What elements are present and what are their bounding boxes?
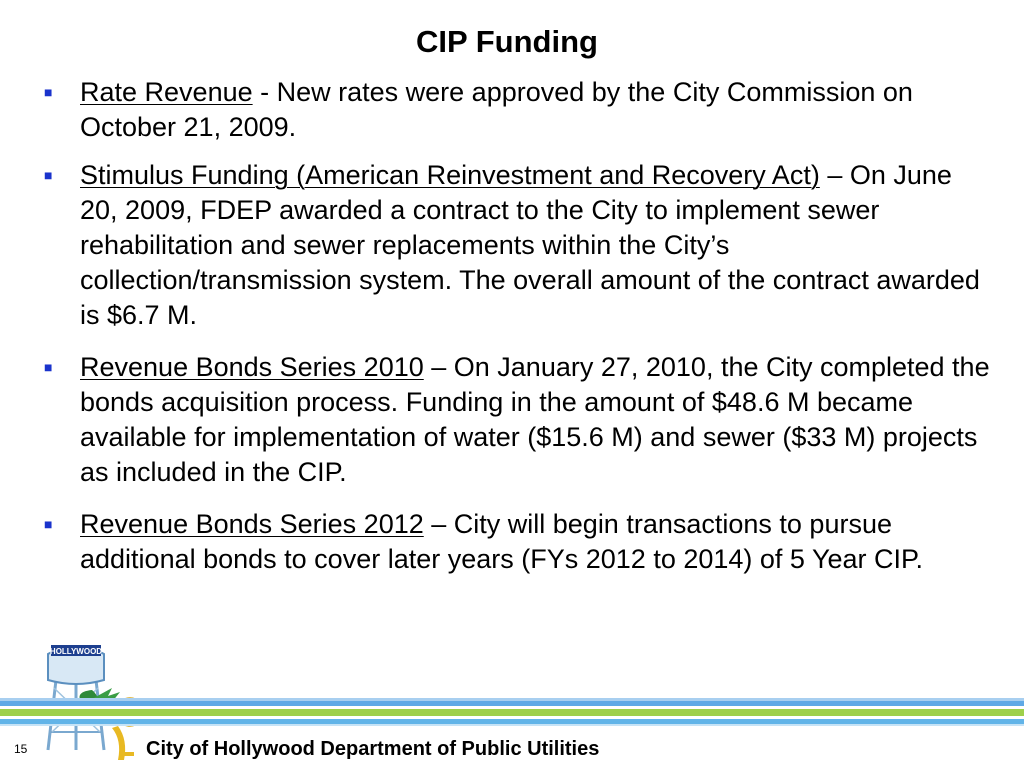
bullet-body: - New rates were approved by the City Commission on October 21, 2009.	[80, 77, 913, 142]
square-bullet-icon: ■	[44, 167, 53, 183]
bullet-revenue-bonds-2012	[44, 507, 994, 577]
bullet-heading: Revenue Bonds Series 2012	[80, 509, 424, 539]
square-bullet-icon: ■	[44, 359, 53, 375]
bullet-revenue-bonds-2010	[44, 350, 994, 490]
bullet-body: – City will begin transactions to pursue additional bonds to cover later years (FYs 2012 to 2014) of 5 Year CIP.	[80, 509, 924, 574]
bullet-heading: Revenue Bonds Series 2010	[80, 352, 424, 382]
square-bullet-icon: ■	[44, 516, 53, 532]
square-bullet-icon: ■	[44, 84, 53, 100]
bullet-heading: Stimulus Funding (American Reinvestment and Recovery Act)	[80, 160, 820, 190]
page-number: 15	[14, 742, 28, 756]
logo-label: HOLLYWOOD	[49, 647, 103, 656]
footer-department-name: City of Hollywood Department of Public Utilities	[146, 738, 600, 760]
footer-stripes	[0, 698, 1024, 726]
bullet-rate-revenue	[44, 75, 994, 145]
bullet-body: – On January 27, 2010, the City completed the bonds acquisition process. Funding in the amount of $48.6 M became available for implementation of water ($15.6 M) and sewer ($33 M) projects as included in the CIP.	[80, 352, 990, 487]
bullet-stimulus-funding	[44, 158, 994, 333]
slide-title: CIP Funding	[416, 24, 598, 59]
bullet-heading: Rate Revenue	[80, 77, 253, 107]
footer-stripe	[0, 709, 1024, 716]
footer-stripe	[0, 724, 1024, 726]
bullet-list	[44, 75, 994, 594]
bullet-body: – On June 20, 2009, FDEP awarded a contract to the City to implement sewer rehabilitation and sewer replacements within the City’s collection/transmission system. The overall amount of the contract awarded is $6.7 M.	[80, 160, 980, 330]
